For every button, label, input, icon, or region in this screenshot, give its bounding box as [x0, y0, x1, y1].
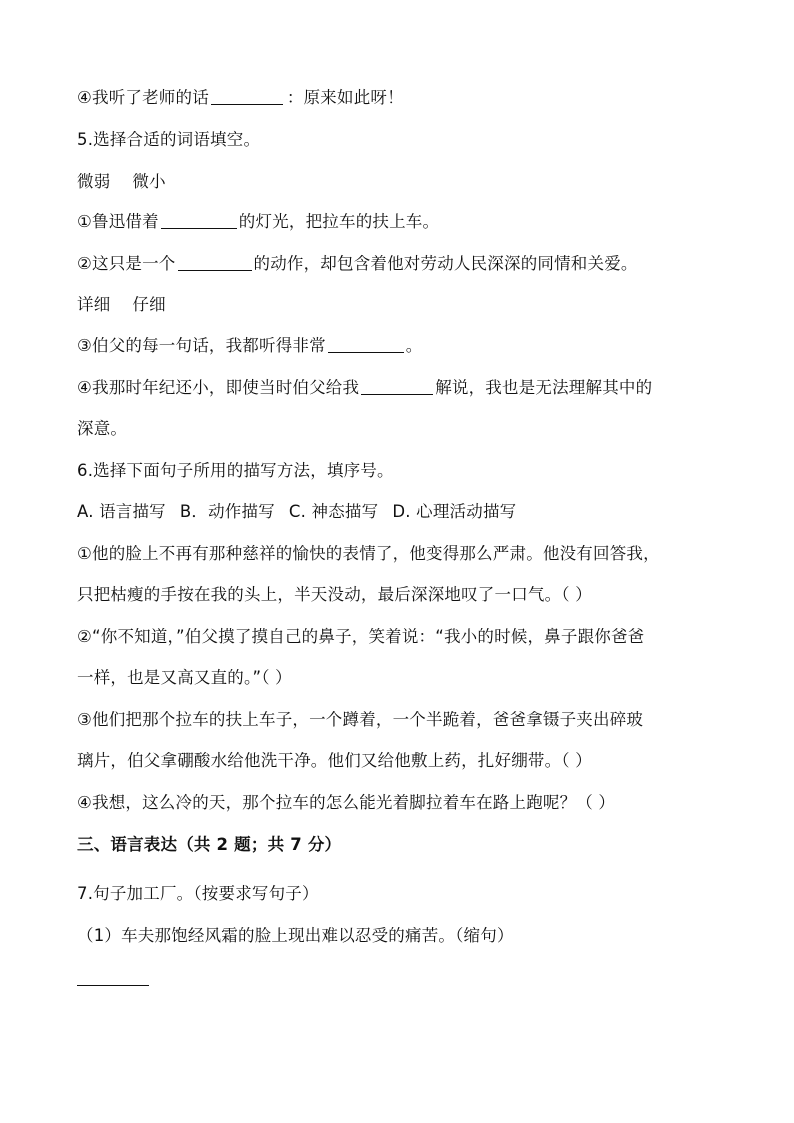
q5-sentence-3: [77, 335, 423, 357]
q6-title: 6.选择下面句子所用的描写方法，填序号。: [77, 461, 394, 480]
q7-title: 7.句子加工厂。（按要求写句子）: [77, 884, 319, 903]
word-choice: 微弱: [77, 172, 111, 191]
answer-blank[interactable]: [211, 88, 283, 105]
word-choice: 仔细: [132, 295, 166, 314]
sentence-text: ④我那时年纪还小，即使当时伯父给我: [77, 378, 360, 397]
sentence-text: ①鲁迅借着: [77, 212, 159, 231]
q6-sentence-2-line-2: 一样，也是又高又直的。”（ ）: [77, 668, 292, 687]
q6-sentence-2-line-1: ②“你不知道，”伯父摸了摸自己的鼻子，笑着说：“我小的时候，鼻子跟你爸爸: [77, 627, 645, 646]
answer-blank[interactable]: [161, 212, 237, 229]
q6-sentence-3-line-1: ③他们把那个拉车的扶上车子，一个蹲着，一个半跪着，爸爸拿镊子夹出碎玻: [77, 710, 644, 729]
q4-item-4-text-post: ：原来如此呀！: [286, 88, 404, 107]
q5-sentence-1: [77, 211, 439, 233]
answer-blank[interactable]: [328, 336, 404, 353]
q4-item-4-text-pre: ④我听了老师的话: [77, 88, 209, 107]
word-choice: 微小: [132, 172, 166, 191]
q7-item-1: （1）车夫那饱经风霜的脸上现出难以忍受的痛苦。（缩句）: [77, 926, 514, 945]
q6-sentence-1-line-1: ①他的脸上不再有那种慈祥的愉快的表情了，他变得那么严肃。他没有回答我，: [77, 544, 660, 563]
option-b: B．动作描写: [179, 502, 275, 521]
q5-word-choices-a: [77, 171, 166, 193]
sentence-text: 的灯光，把拉车的扶上车。: [238, 212, 440, 231]
sentence-text: ②这只是一个: [77, 254, 176, 273]
q6-sentence-4: ④我想，这么冷的天，那个拉车的怎么能光着脚拉着车在路上跑呢？（ ）: [77, 793, 616, 812]
q5-sentence-4: [77, 377, 652, 399]
q6-options: [77, 501, 530, 523]
option-d: D. 心理活动描写: [392, 502, 517, 521]
answer-blank[interactable]: [361, 378, 433, 395]
option-a: A. 语言描写: [77, 502, 166, 521]
answer-blank[interactable]: [77, 985, 149, 986]
word-choice: 详细: [77, 295, 111, 314]
q5-word-choices-b: [77, 294, 166, 316]
q5-sentence-4-cont: 深意。: [77, 419, 128, 438]
sentence-text: 。: [405, 336, 423, 355]
sentence-text: 解说，我也是无法理解其中的: [435, 378, 653, 397]
sentence-text: 的动作，却包含着他对劳动人民深深的同情和关爱。: [253, 254, 638, 273]
q6-sentence-3-line-2: 璃片，伯父拿硼酸水给他洗干净。他们又给他敷上药，扎好绷带。（ ）: [77, 751, 592, 770]
q6-sentence-1-line-2: 只把枯瘦的手按在我的头上，半天没动，最后深深地叹了一口气。（ ）: [77, 585, 592, 604]
option-c: C. 神态描写: [288, 502, 379, 521]
q5-sentence-2: [77, 253, 638, 275]
sentence-text: ③伯父的每一句话，我都听得非常: [77, 336, 326, 355]
q4-item-4: [77, 87, 404, 109]
q5-title: 5.选择合适的词语填空。: [77, 130, 261, 149]
answer-blank[interactable]: [178, 254, 252, 271]
section-3-heading: 三、语言表达（共 2 题；共 7 分）: [77, 835, 342, 854]
